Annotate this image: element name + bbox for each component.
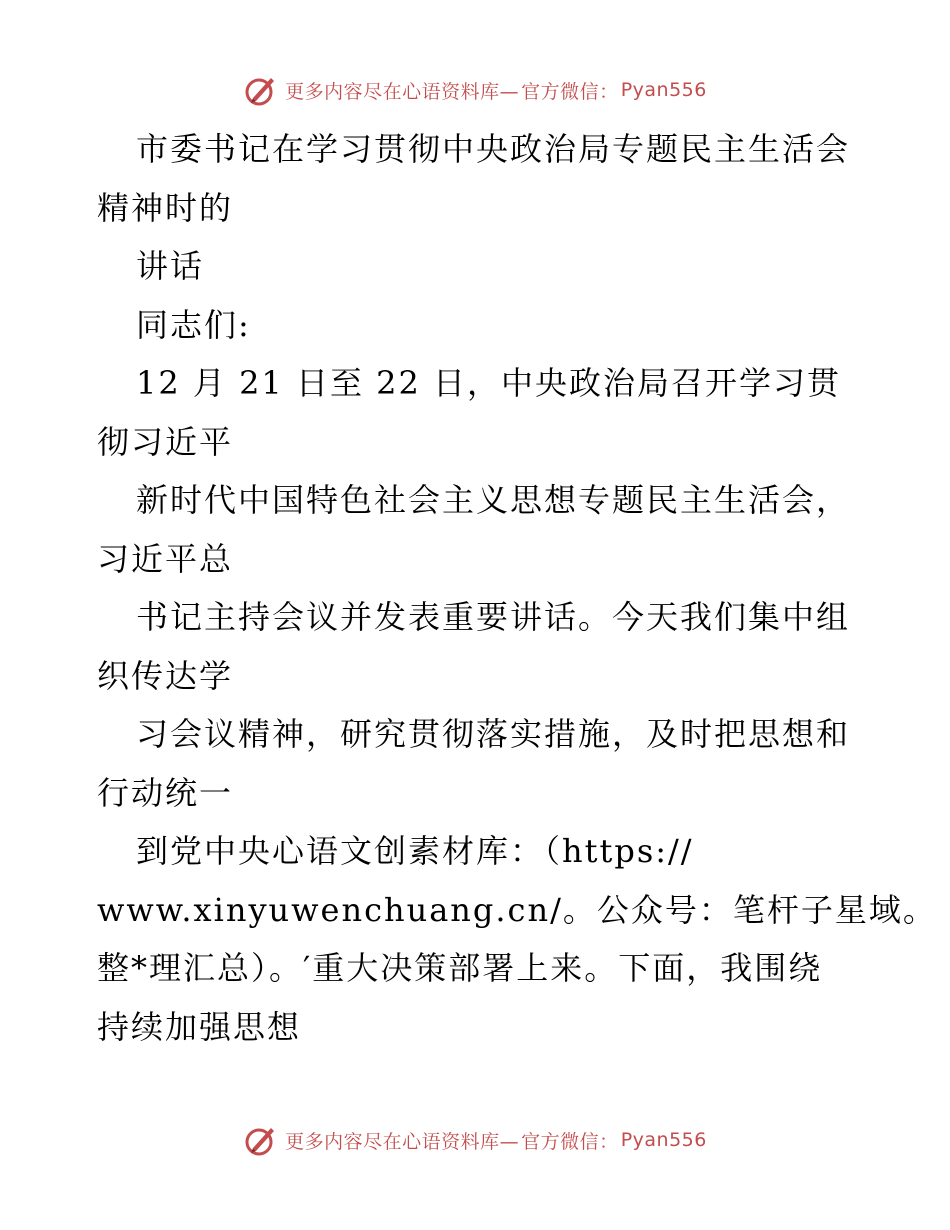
watermark-wechat-id: Pyan556 [620,1129,707,1151]
text-line: 书记主持会议并发表重要讲话。今天我们集中组 [136,598,851,636]
text-line: 彻习近平 [97,422,234,461]
document-body [97,120,937,1056]
text-line: 习近平总 [97,539,234,578]
text-line: 整*理汇总）。′重大决策部署上来。下面，我围绕 [97,949,823,987]
text-line: 织传达学 [97,656,234,695]
text-line: www.xinyuwenchuang.cn/。公众号：笔杆子星域。 [97,890,937,929]
text-line: 持续加强思想 [97,1007,302,1046]
text-line: 新时代中国特色社会主义思想专题民主生活会， [136,481,851,519]
text-line: 到党中央心语文创素材库：（https:// [136,832,694,870]
header-watermark [0,70,950,110]
text-line: 讲话 [136,247,205,285]
watermark-brand: 更多内容尽在心语资料库— [285,1130,520,1153]
quill-logo-icon [243,1122,279,1158]
text-line: 精神时的 [97,188,234,227]
text-line: 市委书记在学习贯彻中央政治局专题民主生活会 [136,130,851,168]
footer-watermark [0,1120,950,1160]
text-line: 行动统一 [97,773,234,812]
watermark-wechat-label: 官方微信： [521,1130,619,1153]
quill-logo-icon [243,72,279,108]
text-line: 同志们: [136,305,251,344]
watermark-wechat-label: 官方微信： [521,80,619,103]
watermark-wechat-id: Pyan556 [620,79,707,101]
watermark-brand: 更多内容尽在心语资料库— [285,80,520,103]
text-line: 12 月 21 日至 22 日，中央政治局召开学习贯 [136,364,842,402]
text-line: 习会议精神，研究贯彻落实措施，及时把思想和 [136,715,851,753]
